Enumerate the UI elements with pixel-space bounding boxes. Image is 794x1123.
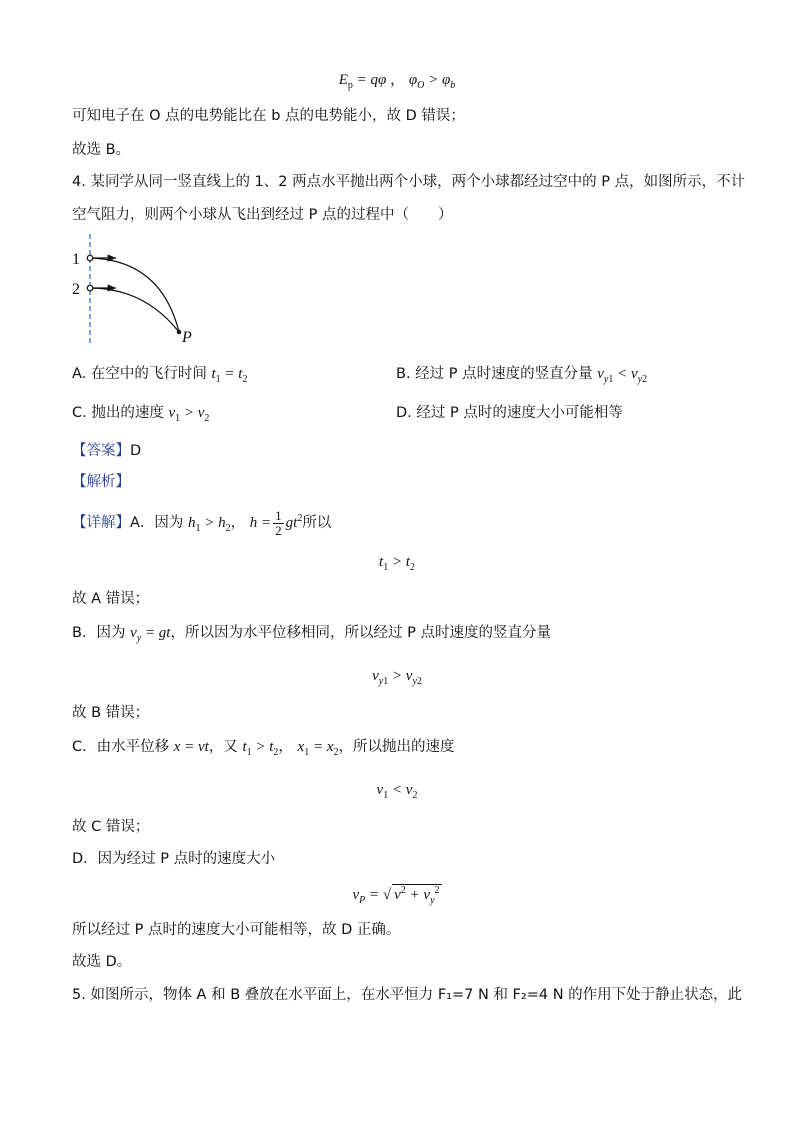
trajectory-1 bbox=[90, 258, 179, 332]
line-a-wrong: 故 A 错误； bbox=[72, 591, 150, 607]
formula-vp: $v_P$ = √ $v^2 + v_y^2$ bbox=[352, 885, 440, 906]
line-d-right: 所以经过 P 点时的速度大小可能相等，故 D 正确。 bbox=[72, 922, 401, 938]
formula-vy: $v_{y1} > v_{y2}$ bbox=[372, 668, 422, 687]
projectile-figure bbox=[66, 232, 206, 348]
option-a: A. 在空中的飞行时间 $t_1 = t_2$ bbox=[72, 366, 248, 385]
point-2 bbox=[87, 285, 93, 291]
label-1: 1 bbox=[72, 251, 80, 268]
option-d: D. 经过 P 点时的速度大小可能相等 bbox=[396, 405, 623, 421]
line-choose-b: 故选 B。 bbox=[72, 142, 131, 158]
line-c-wrong: 故 C 错误； bbox=[72, 819, 150, 835]
option-b: B. 经过 P 点时速度的竖直分量 $v_{y1} < v_{y2}$ bbox=[396, 366, 648, 385]
line-b-wrong: 故 B 错误； bbox=[72, 705, 150, 721]
detail-label: 【详解】 bbox=[72, 515, 130, 531]
question-5-line: 5. 如图所示，物体 A 和 B 叠放在水平面上，在水平恒力 F₁=7 N 和 F₂=4 N 的作用下处于静止状态，此 bbox=[72, 987, 743, 1003]
detail-c-line: C．由水平位移 x = vt，又 $t_1 > t_2$， $x_1 = x_2$，所以抛出的速度 bbox=[72, 739, 455, 758]
point-p bbox=[177, 330, 181, 334]
trajectory-2 bbox=[90, 288, 179, 332]
question-number: 4. bbox=[72, 174, 86, 190]
detail-d-line: D．因为经过 P 点时的速度大小 bbox=[72, 851, 276, 867]
fraction-one-half: $\frac{1}{2}$ bbox=[275, 507, 282, 538]
label-p: P bbox=[182, 329, 192, 346]
formula-t: $t_1 > t_2$ bbox=[379, 554, 415, 573]
label-2: 2 bbox=[72, 281, 80, 298]
formula-v: $v_1 < v_2$ bbox=[376, 782, 418, 801]
analysis-label: 【解析】 bbox=[72, 474, 130, 490]
detail-a-line: 【详解】A．因为 $h_1 > h_2$， h = $\frac{1}{2}$ $gt^2$所以 bbox=[72, 507, 332, 538]
detail-b-line: B．因为 $v_y$ = gt，所以因为水平位移相同，所以经过 P 点时速度的竖直分量 bbox=[72, 625, 551, 644]
answer-value: D bbox=[130, 443, 142, 459]
answer-line bbox=[72, 441, 141, 461]
answer-label: 【答案】 bbox=[72, 443, 130, 459]
line-electron: 可知电子在 O 点的电势能比在 b 点的电势能小，故 D 错误； bbox=[72, 108, 465, 124]
formula-ep: $E_p = q\varphi$ ， $\varphi_O > \varphi_b$ bbox=[338, 72, 456, 91]
line-choose-d: 故选 D。 bbox=[72, 954, 132, 970]
question-text-1: 某同学从同一竖直线上的 1、2 两点水平抛出两个小球，两个小球都经过空中的 P 点，如图所示，不计 bbox=[90, 174, 746, 190]
option-c: C. 抛出的速度 $v_1 > v_2$ bbox=[72, 405, 210, 424]
question-4-line-1 bbox=[72, 172, 745, 192]
point-1 bbox=[87, 255, 93, 261]
question-text-2: 空气阻力，则两个小球从飞出到经过 P 点的过程中（ ） bbox=[72, 207, 453, 223]
